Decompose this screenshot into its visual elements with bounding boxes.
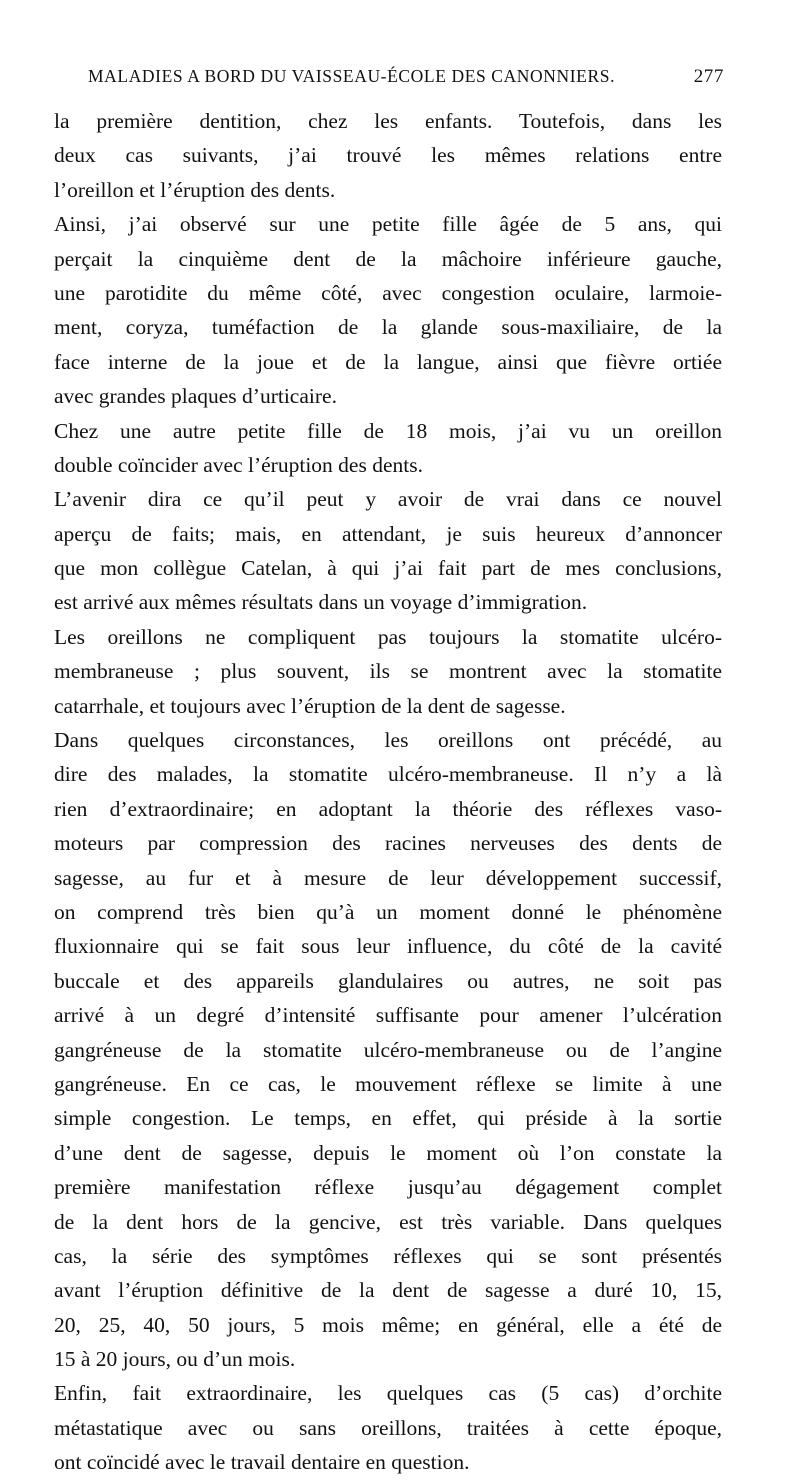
text-line: ment, coryza, tuméfaction de la glande sous-maxiliaire, de la bbox=[54, 315, 722, 340]
page-number: 277 bbox=[693, 66, 724, 87]
text-line: buccale et des appareils glandulaires ou autres, ne soit pas bbox=[54, 968, 722, 993]
text-line: la première dentition, chez les enfants. Toutefois, dans les bbox=[54, 109, 722, 133]
running-title: MALADIES A BORD DU VAISSEAU-ÉCOLE DES CANONNIERS. bbox=[88, 66, 616, 86]
text-line: deux cas suivants, j’ai trouvé les mêmes relations entre bbox=[54, 143, 722, 168]
text-line: Chez une autre petite fille de 18 mois, j’ai vu un oreillon bbox=[54, 418, 722, 443]
text-line: L’avenir dira ce qu’il peut y avoir de vrai dans ce nouvel bbox=[54, 487, 722, 512]
text-line: simple congestion. Le temps, en effet, qui préside à la sortie bbox=[54, 1106, 722, 1131]
text-line: rien d’extraordinaire; en adoptant la théorie des réflexes vaso- bbox=[54, 796, 722, 821]
text-line: d’une dent de sagesse, depuis le moment où l’on constate la bbox=[54, 1140, 722, 1165]
running-header bbox=[88, 66, 724, 94]
text-line: gangréneuse de la stomatite ulcéro-membraneuse ou de l’angine bbox=[54, 1037, 722, 1062]
text-line: double coïncider avec l’éruption des dents. bbox=[54, 452, 423, 477]
text-line: fluxionnaire qui se fait sous leur influence, du côté de la cavité bbox=[54, 934, 722, 959]
text-line: métastatique avec ou sans oreillons, traitées à cette époque, bbox=[54, 1415, 722, 1440]
body-text bbox=[54, 104, 722, 1480]
text-line: sagesse, au fur et à mesure de leur développement successif, bbox=[54, 865, 722, 890]
text-line: membraneuse ; plus souvent, ils se montrent avec la stomatite bbox=[54, 659, 722, 684]
text-line: 15 à 20 jours, ou d’un mois. bbox=[54, 1347, 296, 1372]
text-line: avant l’éruption définitive de la dent de sagesse a duré 10, 15, bbox=[54, 1278, 722, 1303]
text-line: de la dent hors de la gencive, est très variable. Dans quelques bbox=[54, 1209, 722, 1234]
text-line: gangréneuse. En ce cas, le mouvement réflexe se limite à une bbox=[54, 1071, 722, 1096]
text-line: aperçu de faits; mais, en attendant, je suis heureux d’annoncer bbox=[54, 521, 722, 546]
text-line: on comprend très bien qu’à un moment donné le phénomène bbox=[54, 899, 722, 924]
text-line: Dans quelques circonstances, les oreillons ont précédé, au bbox=[54, 728, 722, 753]
text-line: arrivé à un degré d’intensité suffisante pour amener l’ulcération bbox=[54, 1003, 722, 1028]
text-line: Ainsi, j’ai observé sur une petite fille âgée de 5 ans, qui bbox=[54, 212, 722, 237]
text-line: que mon collègue Catelan, à qui j’ai fait part de mes conclusions, bbox=[54, 556, 722, 581]
text-line: première manifestation réflexe jusqu’au dégagement complet bbox=[54, 1175, 722, 1200]
text-line: Enfin, fait extraordinaire, les quelques cas (5 cas) d’orchite bbox=[54, 1381, 722, 1406]
text-line: cas, la série des symptômes réflexes qui se sont présentés bbox=[54, 1243, 722, 1268]
text-line: ont coïncidé avec le travail dentaire en question. bbox=[54, 1450, 470, 1475]
text-line: une parotidite du même côté, avec congestion oculaire, larmoie- bbox=[54, 280, 722, 305]
text-line: avec grandes plaques d’urticaire. bbox=[54, 384, 337, 409]
text-line: est arrivé aux mêmes résultats dans un voyage d’immigration. bbox=[54, 590, 588, 615]
text-line: 20, 25, 40, 50 jours, 5 mois même; en général, elle a été de bbox=[54, 1312, 722, 1337]
text-line: l’oreillon et l’éruption des dents. bbox=[54, 177, 336, 202]
text-line: Les oreillons ne compliquent pas toujours la stomatite ulcéro- bbox=[54, 624, 722, 649]
text-line: catarrhale, et toujours avec l’éruption de la dent de sagesse. bbox=[54, 693, 566, 718]
text-line: moteurs par compression des racines nerveuses des dents de bbox=[54, 831, 722, 856]
text-line: dire des malades, la stomatite ulcéro-membraneuse. Il n’y a là bbox=[54, 762, 722, 787]
text-line: face interne de la joue et de la langue, ainsi que fièvre ortiée bbox=[54, 349, 722, 374]
text-line: perçait la cinquième dent de la mâchoire inférieure gauche, bbox=[54, 246, 722, 271]
